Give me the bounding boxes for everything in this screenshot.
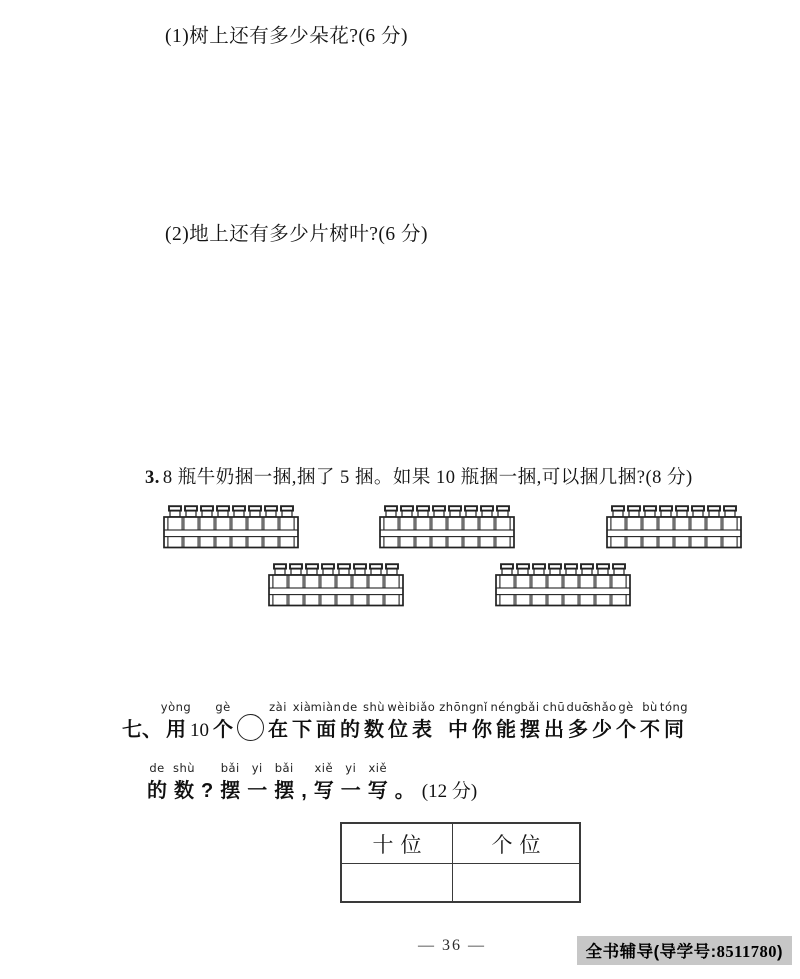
chinese-character: 位: [388, 719, 408, 741]
chinese-character: 你: [472, 719, 492, 741]
circle-icon: [237, 714, 264, 741]
question-3-number: 3.: [145, 468, 160, 488]
annotated-char: [568, 700, 588, 744]
pinyin-annotation: xià: [292, 700, 312, 714]
annotated-char: [247, 761, 267, 805]
annotated-char: [520, 700, 540, 744]
annotated-char: [439, 700, 477, 744]
annotated-char: [659, 700, 689, 744]
question-3: [145, 463, 693, 489]
annotated-char: [122, 700, 162, 744]
annotated-char: [147, 761, 167, 805]
pinyin-annotation: shù: [172, 761, 196, 775]
annotated-char: [274, 761, 294, 805]
chinese-character: 同: [664, 719, 684, 741]
annotated-char: [472, 700, 492, 744]
annotated-char: [213, 700, 233, 744]
chinese-character: 个: [213, 719, 233, 741]
chinese-character: 摆: [220, 780, 241, 802]
chinese-character: (12 分): [421, 781, 478, 802]
guide-badge-number: 8511780: [716, 942, 777, 961]
answer-cell-ones: [453, 864, 581, 903]
pinyin-annotation: gè: [215, 700, 231, 714]
annotated-char: [368, 761, 388, 805]
pinyin-annotation: de: [342, 700, 358, 714]
annotated-char: [174, 761, 194, 805]
question-2: (2)地上还有多少片树叶?(6 分): [165, 224, 429, 245]
chinese-character: 的: [147, 780, 167, 802]
chinese-character: 写: [313, 780, 334, 802]
chinese-character: 写: [367, 780, 388, 802]
pinyin-annotation: néng: [490, 700, 522, 714]
place-value-table: [340, 822, 581, 903]
annotated-char: [268, 700, 288, 744]
circle-counter-token: [237, 697, 264, 744]
pinyin-annotation: yòng: [160, 700, 192, 714]
annotated-char: [220, 761, 240, 805]
chinese-character: 摆: [274, 780, 295, 802]
chinese-character: 多: [568, 719, 588, 741]
milk-bottles-drawing: [495, 563, 631, 609]
chinese-character: 七、: [122, 719, 162, 741]
pinyin-annotation: shù: [362, 700, 386, 714]
chinese-character: 摆: [520, 719, 540, 741]
pinyin-annotation: bǎi: [220, 761, 240, 775]
pinyin-annotation: xiě: [368, 761, 388, 775]
chinese-character: 出: [544, 719, 564, 741]
chinese-character: 在: [268, 719, 288, 741]
chinese-character: 表: [412, 719, 432, 741]
milk-crate: [495, 563, 631, 609]
annotated-char: [364, 700, 384, 744]
annotated-char: [616, 700, 636, 744]
answer-cell-tens: [341, 864, 453, 903]
annotated-char: [292, 700, 312, 744]
annotated-char: [310, 700, 342, 744]
question-7-line-2: [147, 761, 484, 807]
milk-crate: [268, 563, 404, 609]
question-7-line-1: [122, 697, 688, 743]
pinyin-annotation: biǎo: [408, 700, 436, 714]
chinese-character: 10: [190, 720, 209, 741]
chinese-character: 下: [292, 719, 312, 741]
chinese-character: 面: [316, 719, 336, 741]
chinese-character: ,: [301, 780, 307, 802]
chinese-character: ?: [201, 780, 214, 802]
milk-bottles-drawing: [163, 505, 299, 551]
question-3-text: 8 瓶牛奶捆一捆,捆了 5 捆。如果 10 瓶捆一捆,可以捆几捆?(8 分): [162, 468, 693, 488]
chinese-character: 少: [592, 719, 612, 741]
pinyin-annotation: nǐ: [476, 700, 488, 714]
annotated-char: [544, 700, 564, 744]
chinese-character: 不: [640, 719, 660, 741]
pinyin-annotation: gè: [618, 700, 634, 714]
pinyin-annotation: shǎo: [587, 700, 617, 714]
chinese-character: 能: [496, 719, 516, 741]
table-header-ones: 个位: [453, 823, 581, 864]
pinyin-annotation: miàn: [310, 700, 342, 714]
chinese-character: 。: [394, 780, 415, 802]
annotated-char: [587, 700, 617, 744]
page-number: — 36 —: [418, 937, 486, 954]
annotated-char: [314, 761, 334, 805]
annotated-char: [201, 761, 213, 805]
chinese-character: [237, 719, 264, 741]
chinese-character: 中: [448, 719, 468, 741]
chinese-character: 一: [247, 780, 268, 802]
milk-crate: [163, 505, 299, 551]
annotated-char: [640, 700, 660, 744]
guide-badge-close: ): [777, 943, 783, 961]
pinyin-annotation: tóng: [659, 700, 689, 714]
pinyin-annotation: de: [149, 761, 165, 775]
pinyin-annotation: zài: [269, 700, 287, 714]
guide-badge: [577, 936, 792, 965]
milk-bottles-drawing: [268, 563, 404, 609]
pinyin-annotation: xiě: [314, 761, 334, 775]
chinese-character: 个: [616, 719, 636, 741]
annotated-char: [395, 761, 415, 805]
annotated-char: [301, 761, 307, 805]
annotated-char: [388, 700, 408, 744]
table-header-tens: 十位: [341, 823, 453, 864]
chinese-character: 数: [364, 719, 384, 741]
annotated-char: [340, 700, 360, 744]
annotated-char: [422, 761, 477, 805]
chinese-character: 一: [340, 780, 361, 802]
annotated-char: [490, 700, 522, 744]
annotated-char: [341, 761, 361, 805]
milk-crate: [379, 505, 515, 551]
pinyin-annotation: yi: [251, 761, 263, 775]
pinyin-annotation: bù: [642, 700, 658, 714]
milk-bottles-drawing: [606, 505, 742, 551]
pinyin-annotation: duō: [566, 700, 590, 714]
annotated-char: [190, 700, 209, 744]
milk-bottles-drawing: [379, 505, 515, 551]
chinese-character: 用: [166, 719, 186, 741]
pinyin-annotation: bǎi: [520, 700, 540, 714]
milk-crate: [606, 505, 742, 551]
chinese-character: 数: [174, 780, 194, 802]
annotated-char: [408, 700, 436, 744]
guide-badge-label: 全书辅导(导学号:: [585, 943, 717, 961]
question-1: (1)树上还有多少朵花?(6 分): [165, 26, 409, 47]
chinese-character: 的: [340, 719, 360, 741]
pinyin-annotation: yi: [345, 761, 357, 775]
pinyin-annotation: bǎi: [274, 761, 294, 775]
pinyin-annotation: chū: [542, 700, 566, 714]
pinyin-annotation: wèi: [387, 700, 409, 714]
pinyin-annotation: zhōng: [439, 700, 477, 714]
annotated-char: [160, 700, 192, 744]
